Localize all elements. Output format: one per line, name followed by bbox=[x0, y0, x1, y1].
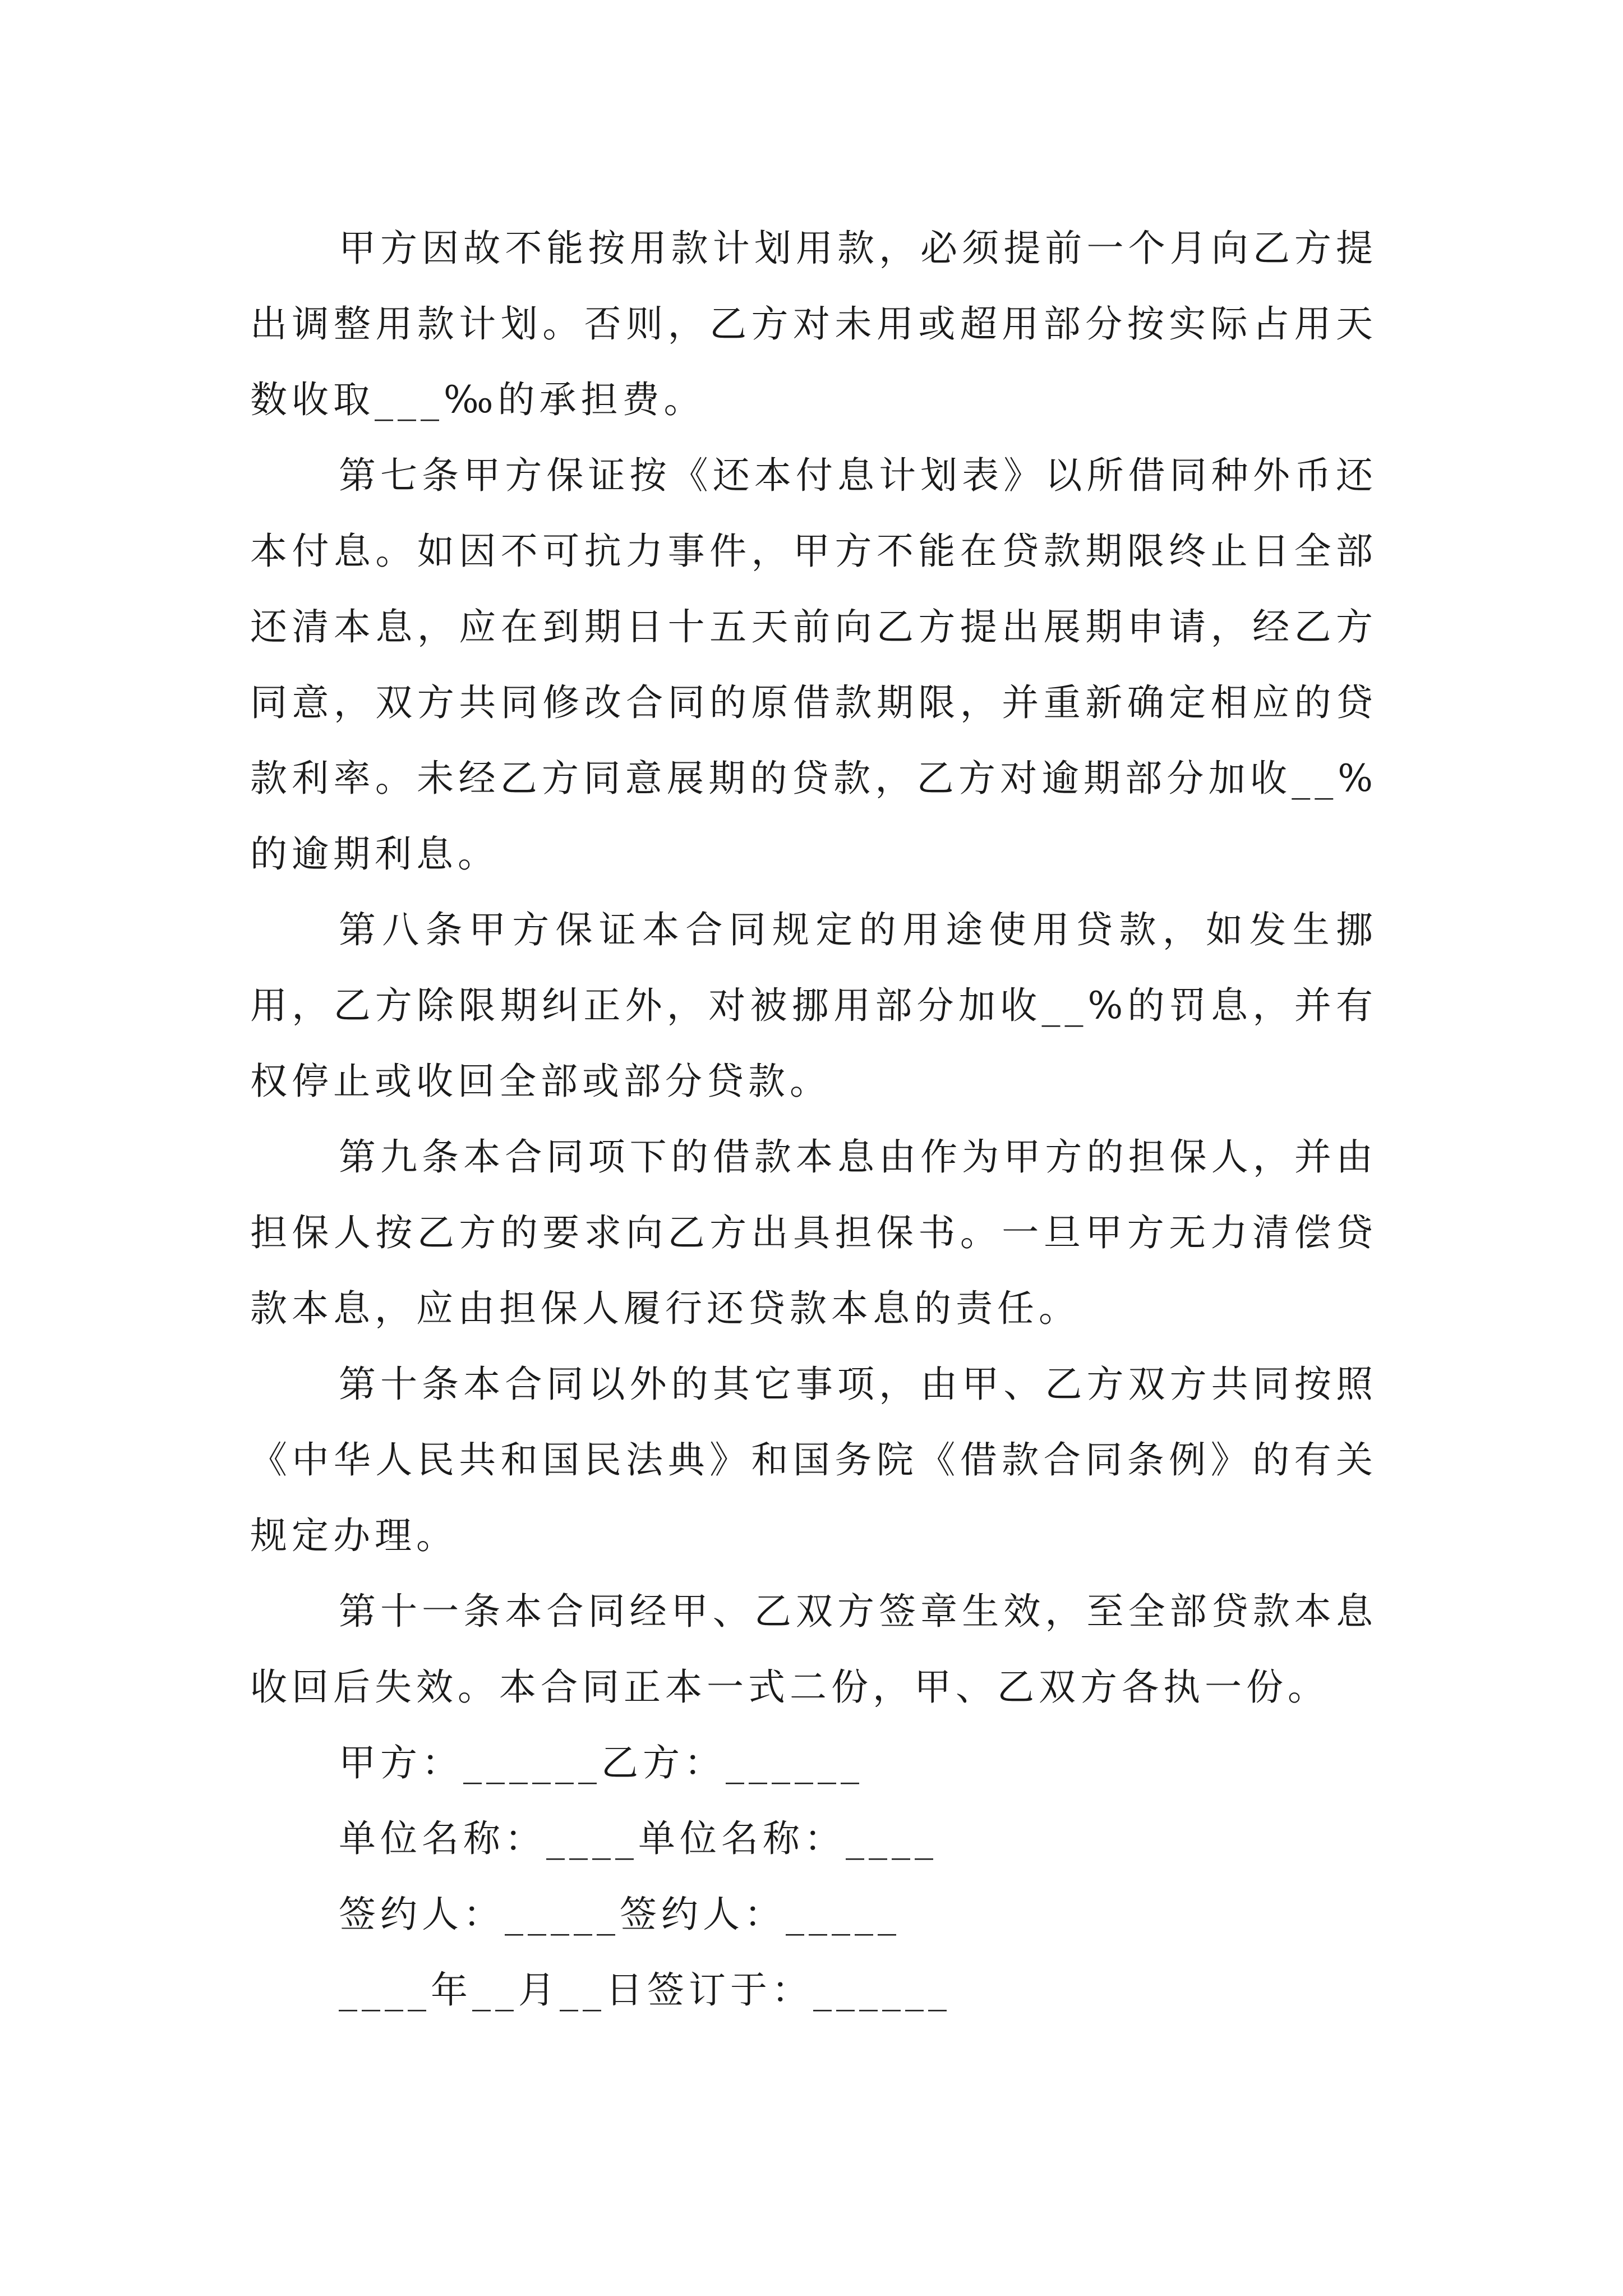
signature-signers-line: 签约人：_____签约人：_____ bbox=[339, 1893, 901, 1936]
paragraph-article-7: 第七条甲方保证按《还本付息计划表》以所借同种外币还本付息。如因不可抗力事件，甲方不能在贷款期限终止日全部还清本息，应在到期日十五天前向乙方提出展期申请，经乙方同意，双方共同修改合同的原借款期限，并重新确定相应的贷款利率。未经乙方同意展期的贷款，乙方对逾期部分加收__%的逾期利息。 bbox=[250, 454, 1377, 876]
paragraph-article-8: 第八条甲方保证本合同规定的用途使用贷款，如发生挪用，乙方除限期纠正外，对被挪用部分加收__%的罚息，并有权停止或收回全部或部分贷款。 bbox=[250, 908, 1377, 1103]
paragraph-article-11: 第十一条本合同经甲、乙双方签章生效，至全部贷款本息收回后失效。本合同正本一式二份，甲、乙双方各执一份。 bbox=[250, 1590, 1377, 1709]
document-body bbox=[250, 210, 1377, 2028]
signature-unit-names-line: 单位名称：____单位名称：____ bbox=[339, 1817, 938, 1860]
paragraph-article-10: 第十条本合同以外的其它事项，由甲、乙方双方共同按照《中华人民共和国民法典》和国务院《借款合同条例》的有关规定办理。 bbox=[250, 1363, 1377, 1557]
paragraph-article-9: 第九条本合同项下的借款本息由作为甲方的担保人，并由担保人按乙方的要求向乙方出具担保书。一旦甲方无力清偿贷款本息，应由担保人履行还贷款本息的责任。 bbox=[250, 1135, 1377, 1330]
paragraph-commitment-fee: 甲方因故不能按用款计划用款，必须提前一个月向乙方提出调整用款计划。否则，乙方对未用或超用部分按实际占用天数收取___‰的承担费。 bbox=[250, 227, 1377, 421]
signature-parties-line: 甲方：______乙方：______ bbox=[339, 1741, 864, 1784]
signature-date-place-line: ____年__月__日签订于：______ bbox=[339, 1968, 951, 2012]
